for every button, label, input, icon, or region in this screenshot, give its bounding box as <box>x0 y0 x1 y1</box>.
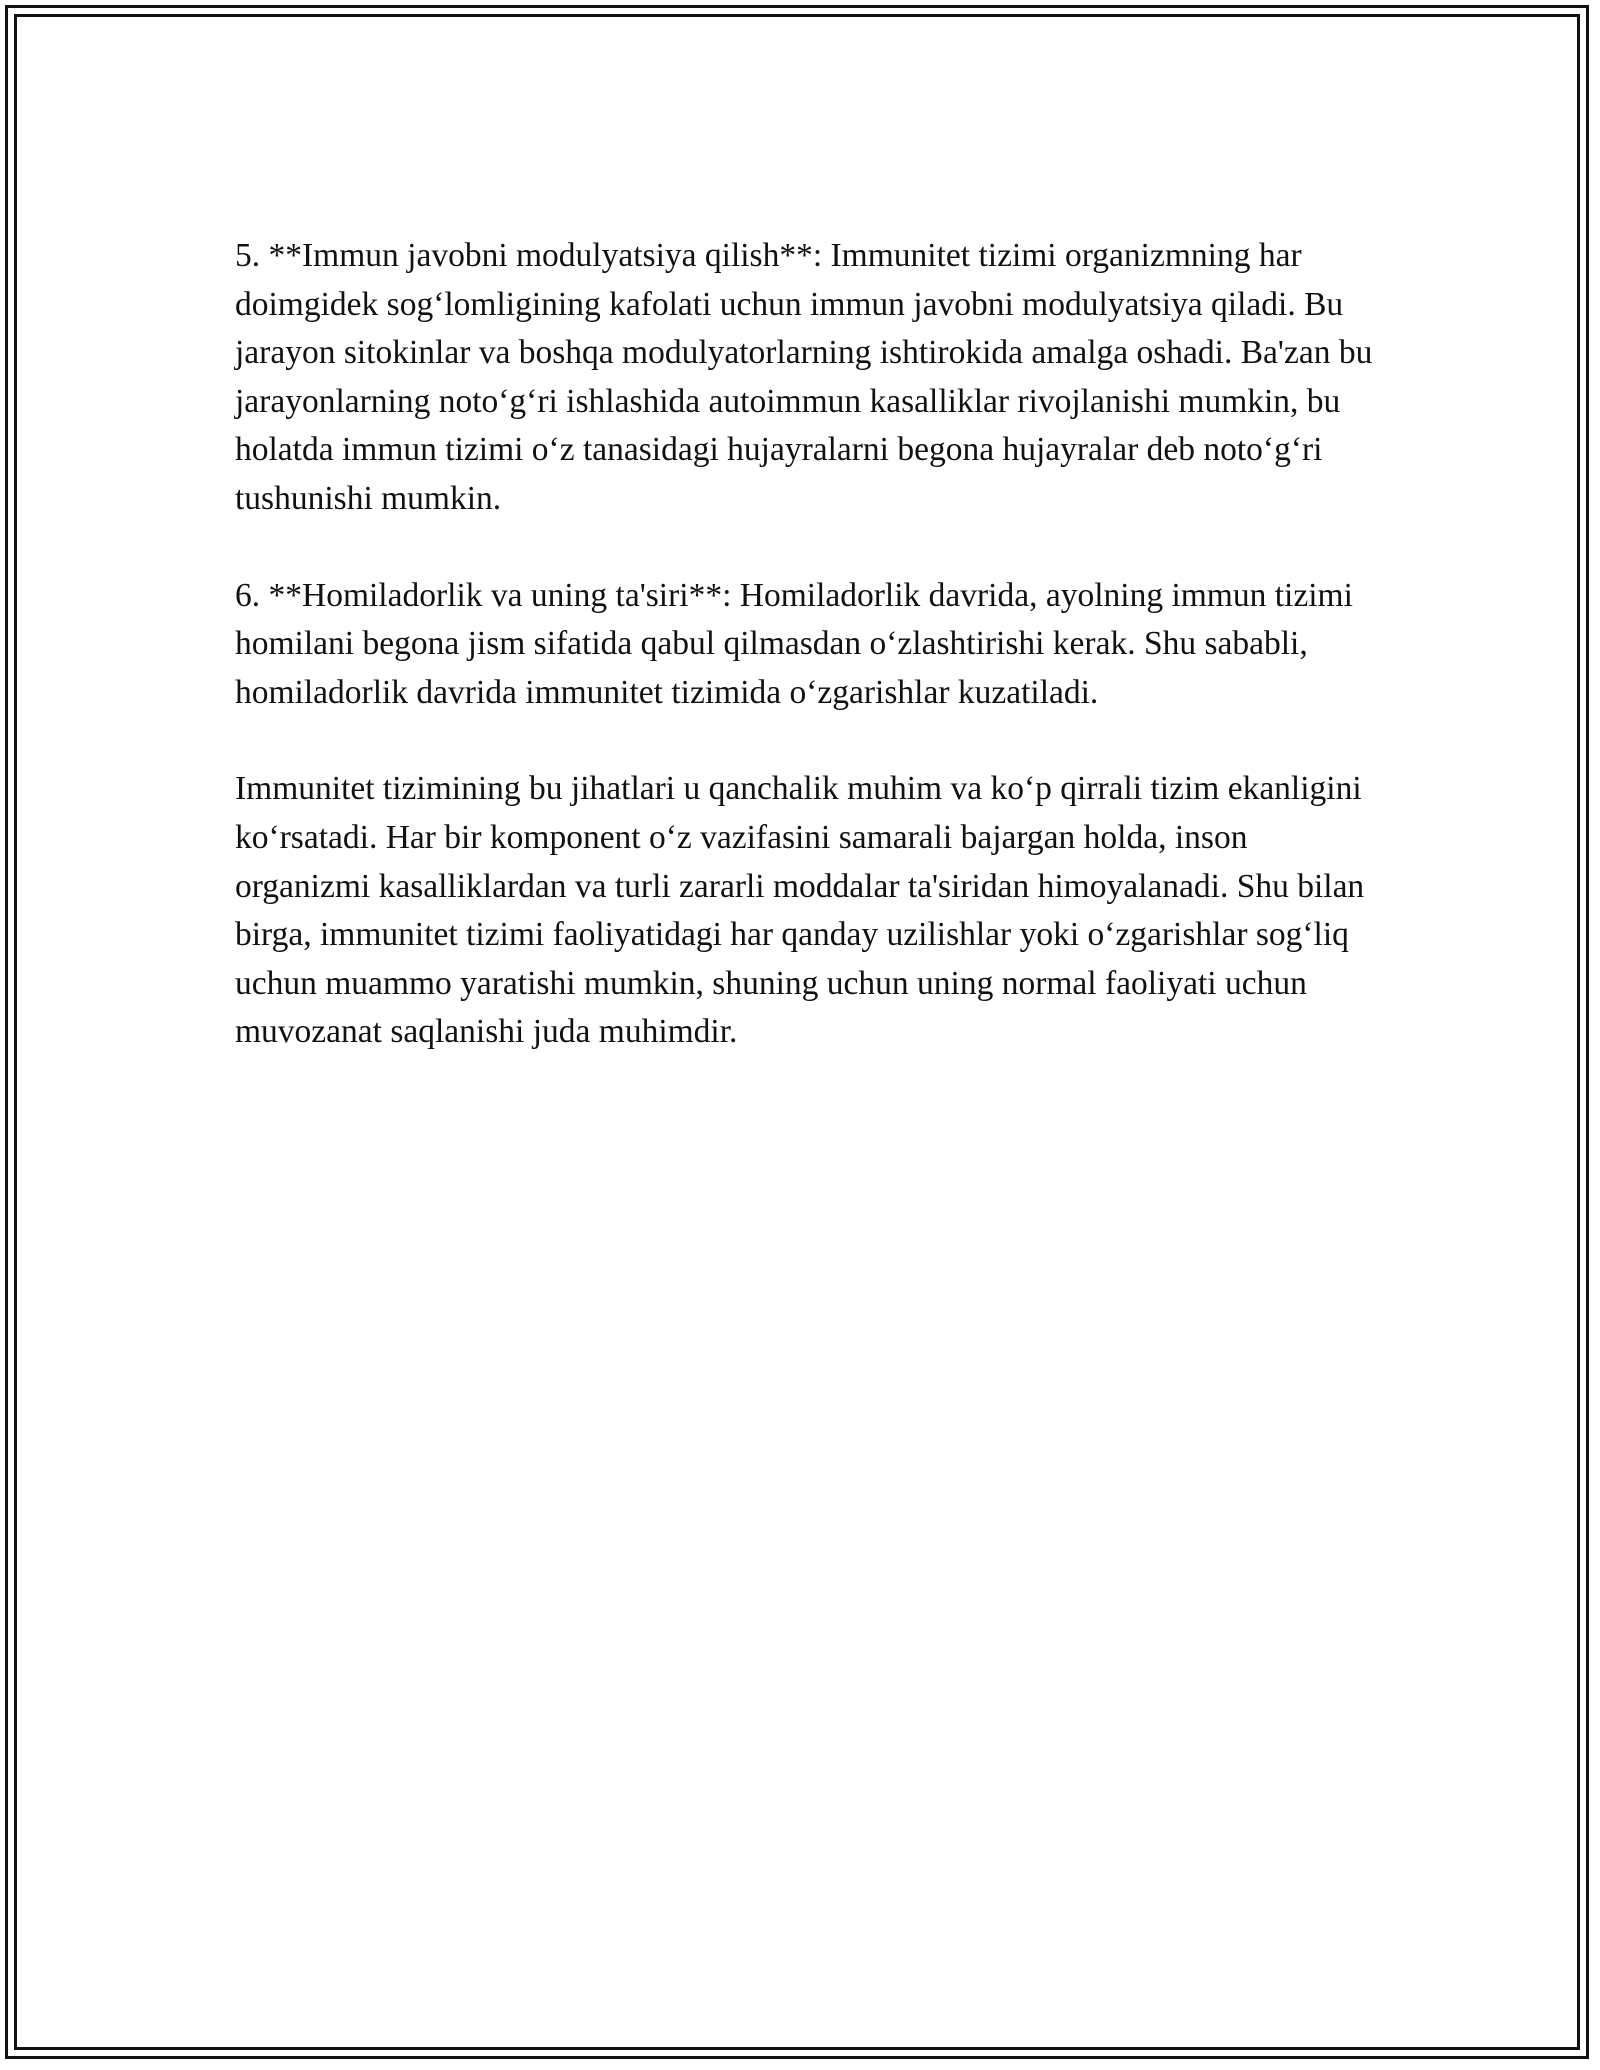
paragraph-immune-modulation: 5. **Immun javobni modulyatsiya qilish**: Immunitet tizimi organizmning har doimgidek sog‘lomligining kafolati uchun immun javobni modulyatsiya qiladi. Bu jarayon sitokinlar va boshqa modulyatorlarning ishtirokida amalga oshadi. Ba'zan bu jarayonlarning noto‘g‘ri ishlashida autoimmun kasalliklar rivojlanishi mumkin, bu holatda immun tizimi o‘z tanasidagi hujayralarni begona hujayralar deb noto‘g‘ri tushunishi mumkin. <box>235 237 1373 517</box>
paragraph-conclusion: Immunitet tizimining bu jihatlari u qanchalik muhim va ko‘p qirrali tizim ekanligini ko‘rsatadi. Har bir komponent o‘z vazifasini samarali bajargan holda, inson organizmi kasalliklardan va turli zararli moddalar ta'siridan himoyalanadi. Shu bilan birga, immunitet tizimi faoliyatidagi har qanday uzilishlar yoki o‘zgarishlar sog‘liq uchun muammo yaratishi mumkin, shuning uchun uning normal faoliyati uchun muvozanat saqlanishi juda muhimdir. <box>235 770 1365 1051</box>
document-body <box>235 232 1385 1057</box>
paragraph-pregnancy: 6. **Homiladorlik va uning ta'siri**: Homiladorlik davrida, ayolning immun tizimi homilani begona jism sifatida qabul qilmasdan o‘zlashtirishi kerak. Shu sababli, homiladorlik davrida immunitet tizimida o‘zgarishlar kuzatiladi. <box>235 576 1353 711</box>
